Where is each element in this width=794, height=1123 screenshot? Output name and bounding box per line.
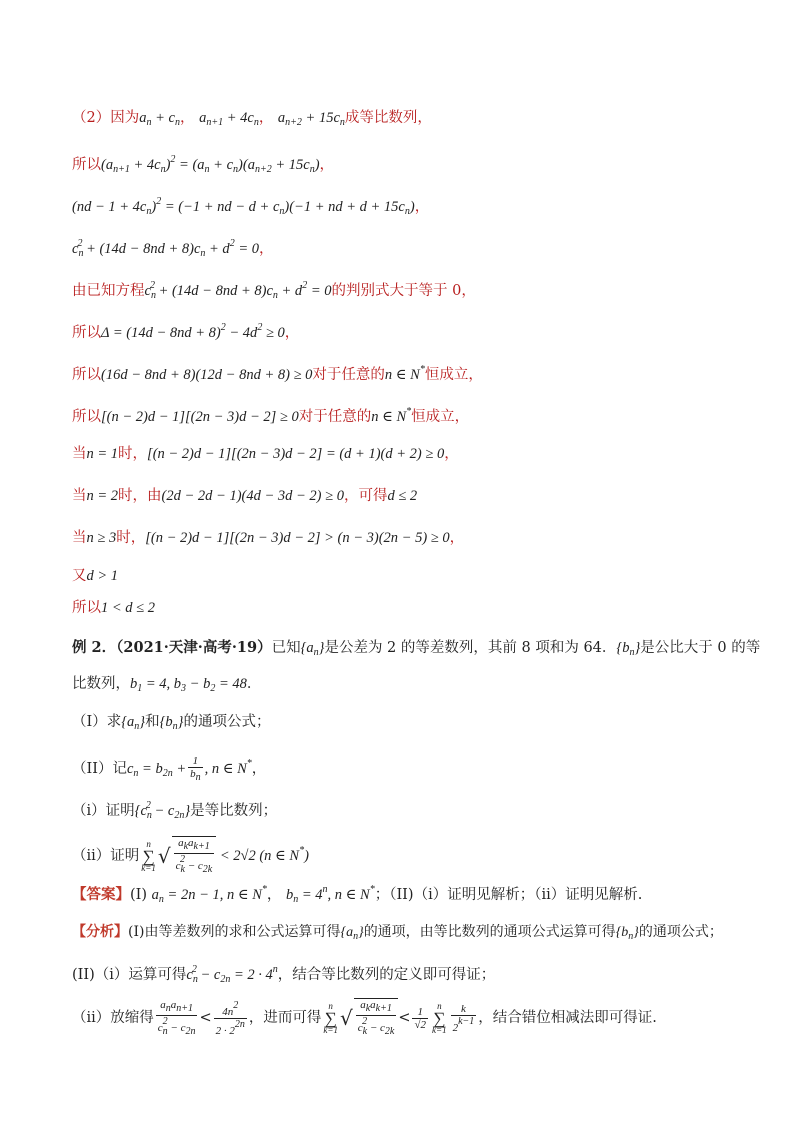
example-q4: （ii）证明n ∑ k=1 √ $\frac{\text{akak+1}}{ck2 - c2k}$ < 2√2 (n ∈ N*) (72, 837, 309, 875)
solution-line-13: 所以1 < d ≤ 2 (72, 600, 155, 616)
solution-line-9: 当n = 1时，[(n − 2)d − 1][(2n − 3)d − 2] = (d + 1)(d + 2) ≥ 0， (72, 446, 459, 462)
l1-math-1: $a_n + c_n$ (139, 110, 180, 128)
analysis-line-1: 【分析】(I)由等差数列的求和公式运算可得$\{a_n\}$的通项，由等比数列的通项公式运算可得$\{b_n\}$的通项公式； (72, 924, 723, 942)
example-line-1: 例 2．（2021·天津·高考·19）已知$\{a_n\}$是公差为 2 的等差数列，其前 8 项和为 64．$\{b_n\}$是公比大于 0 的等 (72, 639, 761, 658)
answer-tag: 【答案】 (72, 886, 130, 903)
solution-line-8: 所以[(n − 2)d − 1][(2n − 3)d − 2] ≥ 0对于任意的n ∈ N*恒成立， (72, 406, 470, 425)
analysis-line-2: (II)（i）运算可得$c_n^2 - c_{2n} = 2 \cdot 4^n$，结合等比数列的定义即可得证； (72, 964, 496, 985)
l1-math-3: $a_{n+2} + 15c_n$ (277, 110, 345, 128)
solution-line-7: 所以(16d − 8nd + 8)(12d − 8nd + 8) ≥ 0对于任意的n ∈ N*恒成立， (72, 364, 483, 383)
solution-line-2: 所以$(a_{n+1} + 4c_n)^2 = (a_n + c_n)(a_{n+2} + 15c_n)$， (72, 154, 335, 175)
l1-math-2: $a_{n+1} + 4c_n$ (199, 110, 259, 128)
answer-line: 【答案】(I) $a_n = 2n - 1$, n ∈ N*， $b_n = 4^n$, n ∈ N*；（II)（i）证明见解析；（ii）证明见解析. (72, 884, 643, 905)
example-label: 例 2． (72, 639, 117, 656)
l1-prefix: （2）因为 (72, 110, 140, 126)
example-q1: （I）求$\{a_n\}$和$\{b_n\}$的通项公式； (72, 714, 271, 732)
solution-line-10: 当n = 2时，由(2d − 2d − 1)(4d − 3d − 2) ≥ 0，可得d ≤ 2 (72, 488, 418, 504)
solution-line-12: 又d > 1 (72, 568, 119, 584)
analysis-line-3: （ii）放缩得 $\frac{\text{anan+1}}{cn2 - c2n}$ < $\frac{4n2}{2 \cdot 22n}$ ，进而可得n ∑ k=1 √ $\frac{\text{akak+1}}{ck2 - c2k}$ < $\frac{1}{√2}$ n ∑ k=1 $\frac{k}{2k-1}$ ，结合错位相减法即可得证. (72, 998, 657, 1037)
l1-suffix: 成等比数列， (344, 110, 432, 126)
example-q3: （i）证明$\{c_n^2 - c_{2n}\}$是等比数列； (72, 800, 278, 821)
solution-line-5: 由已知方程$c_n^2 + (14d - 8nd + 8)c_n + d^2 = 0$的判别式大于等于 0， (72, 280, 476, 301)
solution-line-3: $(nd - 1 + 4c_n)^2 = (-1$ + nd − $d + c_n)(-1$ + nd + $d + 15c_n$)， (72, 196, 430, 217)
solution-line-6: 所以$\Delta = (14d - 8nd + 8)^2 - 4d^2 \ge 0$， (72, 322, 300, 341)
example-line-2: 比数列，$b_1 = 4$, $b_3 - b_2 = 48$． (72, 676, 262, 694)
solution-line-11: 当n ≥ 3时，[(n − 2)d − 1][(2n − 3)d − 2] > (n − 3)(2n − 5) ≥ 0， (72, 530, 465, 546)
analysis-tag: 【分析】 (72, 924, 128, 940)
solution-line-1: （2）因为$a_n + c_n$， $a_{n+1} + 4c_n$， $a_{n+2} + 15c_n$成等比数列， (72, 110, 432, 128)
solution-line-4: $c_n^2 + (14d - 8nd + 8)c_n + d^2 = 0$， (72, 238, 274, 259)
example-q2: （II）记$c_n = b_{2n}$ + $\frac{1}{bn}$ , n ∈ N*， (72, 754, 267, 783)
example-source: （2021·天津·高考·19） (116, 639, 272, 656)
